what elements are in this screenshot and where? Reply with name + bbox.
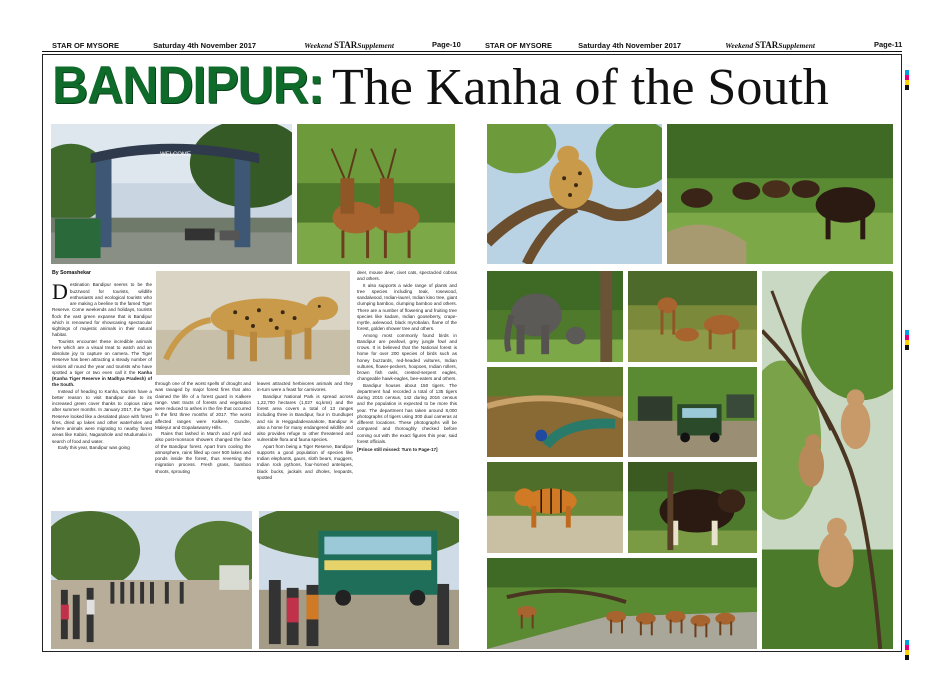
photo-safari-bus — [258, 510, 460, 650]
article-column-2 — [155, 381, 251, 475]
photo-spotted-deer — [296, 123, 456, 265]
article-column-4 — [357, 270, 457, 453]
article-paragraph: Rains that lashed in March and April and also post-monsoon showers changed the face of the Bandipur forest. Apart from cooling the atmosphere, rains filled up over 500 lakes and ponds inside the forest, thus reversing the migration process. Fresh grass, bamboo shoots, sprouting — [155, 431, 251, 474]
photo-deer-crossing-road — [486, 557, 758, 650]
page-number-left: Page-10 — [432, 40, 461, 49]
article-paragraph: Tourists encounter these incredible animals here which are a visual treat to watch and an absolute joy to capture on camera. The Tiger Reserve has been attracting a steady number of visitors all round the year and tourists who have spotted a tiger or two even call it the Kanha (Kanha Tiger Reserve in Madhya Pradesh) of the South. — [52, 338, 152, 388]
header-rule — [42, 51, 902, 52]
article-paragraph: It also supports a wide range of plants and tree species including teak, rosewood, sandalwood, Indian-laurel, Indian kino tree, giant clumping bamboo, clumping bamboo and others. There are a number of flowering and fruiting tree species like kadam, Indian gooseberry, crape-myrtle, axlewood, black myrobalan, flame of the forest, golden shower tree and others. — [357, 282, 457, 332]
issue-date: Saturday 4th November 2017 — [153, 41, 257, 50]
photo-bandipur-gate — [50, 123, 293, 265]
photo-gaur-herd — [666, 123, 894, 265]
photo-leopard-walking — [155, 270, 351, 376]
article-paragraph: Among most commonly found birds in Bandipur are peafowl, grey jungle fowl and crows. It is believed that the National forest is home for over 200 species of birds such as honey buzzards, red-headed vultures, Indian vultures, flower-peckers, hoopoes, Indian rollers, brown fish owls, crested-serpent eagles, changeable hawk-eagles, bee-eaters and others. — [357, 332, 457, 382]
article-paragraph: Bandipur houses about 150 tigers. The department had recorded a total of 135 tigers during 2015 census, 142 during 2016 census and the population is expected to be more this year. The department has taken around 8,000 photographs of tigers using 300 dual cameras at different locations. These photographs will be compared and thoroughly checked before coming out with the exact figures this year, said forest officials. — [357, 382, 457, 444]
page-number-right: Page-11 — [874, 40, 903, 49]
publication-name: STAR OF MYSORE — [52, 41, 119, 50]
article-column-3 — [257, 381, 353, 481]
registration-marks — [905, 70, 909, 90]
photo-tourists-road — [50, 510, 253, 650]
article-paragraph: estination Bandipur seems to be the buzzword for tourists, wildlife enthusiasts and ecological tourists who are making a beeline to the famed Tiger Reserve. Come weekends and holidays, tourists flock the vast green expanse that is Bandipur which is renowned for showcasing spectacular sightings of majestic animals in their natural habitat. — [52, 282, 152, 338]
headline-main: BANDIPUR: — [52, 55, 324, 115]
continued-note: [Prince still missed: Turn to Page-17] — [357, 447, 438, 452]
headline-sub: The Kanha of the South — [332, 59, 829, 116]
photo-peacock — [486, 366, 624, 458]
issue-date: Saturday 4th November 2017 — [578, 41, 682, 50]
photo-elephants — [486, 270, 624, 363]
header-left — [52, 40, 394, 50]
supplement-name: Weekend STARSupplement — [304, 40, 394, 50]
article-paragraph: Apart from being a Tiger Reserve, Bandipur supports a good population of species like Indian elephants, gaurs, sloth bears, muggers, Indian rock pythons, four-horned antelopes, black bucks, jackals and dholes, leopards, spotted — [257, 443, 353, 480]
registration-marks — [905, 640, 909, 660]
photo-deer-grazing — [627, 270, 758, 363]
article-paragraph: Bandipur National Park is spread across 1,22,700 hectares (1,027 sq.kms) and the forest area covers a total of 13 ranges including three in Bandipur, four in Gundlupet and six in Heggadadevanakote, Bandipur is also a home for many endangered wildlife and also provides refuge to other threatened and vulnerable flora and fauna species. — [257, 393, 353, 443]
publication-name: STAR OF MYSORE — [485, 41, 552, 50]
article-paragraph: Early this year, Bandipur was going — [58, 444, 130, 450]
header-right — [485, 40, 815, 50]
photo-langur-monkeys — [761, 270, 894, 650]
photo-gaur-closeup — [627, 461, 758, 554]
dropcap: D — [52, 279, 68, 305]
photo-tiger — [486, 461, 624, 554]
gate-sign-text: WELCOME — [160, 151, 191, 158]
article-column-1 — [52, 270, 152, 451]
article-paragraph: Instead of heading to Kanha, tourists have a better reason to visit Bandipur due to its increased green cover thanks to copious rains after summer months. In January 2017, the Tiger Reserve looked like a desolated place with forest fires, dried up lakes and other waterholes and where animals were migrating to nearby forest areas like Kabini, Nagarahole and Mudumalai in search of food and water. — [52, 388, 152, 444]
supplement-name: Weekend STARSupplement — [725, 40, 815, 50]
photo-safari-jeeps — [627, 366, 758, 458]
article-paragraph: deer, mouse deer, civet cats, spectacled cobras and others. — [357, 270, 457, 282]
photo-leopard-on-tree — [486, 123, 663, 265]
highlight-phrase: Kanha (Kanha Tiger Reserve in Madhya Pradesh) of the South. — [52, 369, 152, 388]
article-paragraph: through one of the worst spells of drought and was ravaged by major forest fires that also claimed the life of a forest guard in Kalkere range. Vast tracts of forests and vegetation were reduced to ashes in the fire that occurred in the first three months of 2017. The worst affected ranges were Kalkere, Gundre, Maleyur and Gopalaswamy Hills. — [155, 381, 251, 430]
article-paragraph: leaves attracted herbivores animals and they in-turn were a feast for carnivores. — [257, 381, 353, 393]
byline: By Somashekar — [52, 270, 91, 276]
registration-marks — [905, 330, 909, 350]
